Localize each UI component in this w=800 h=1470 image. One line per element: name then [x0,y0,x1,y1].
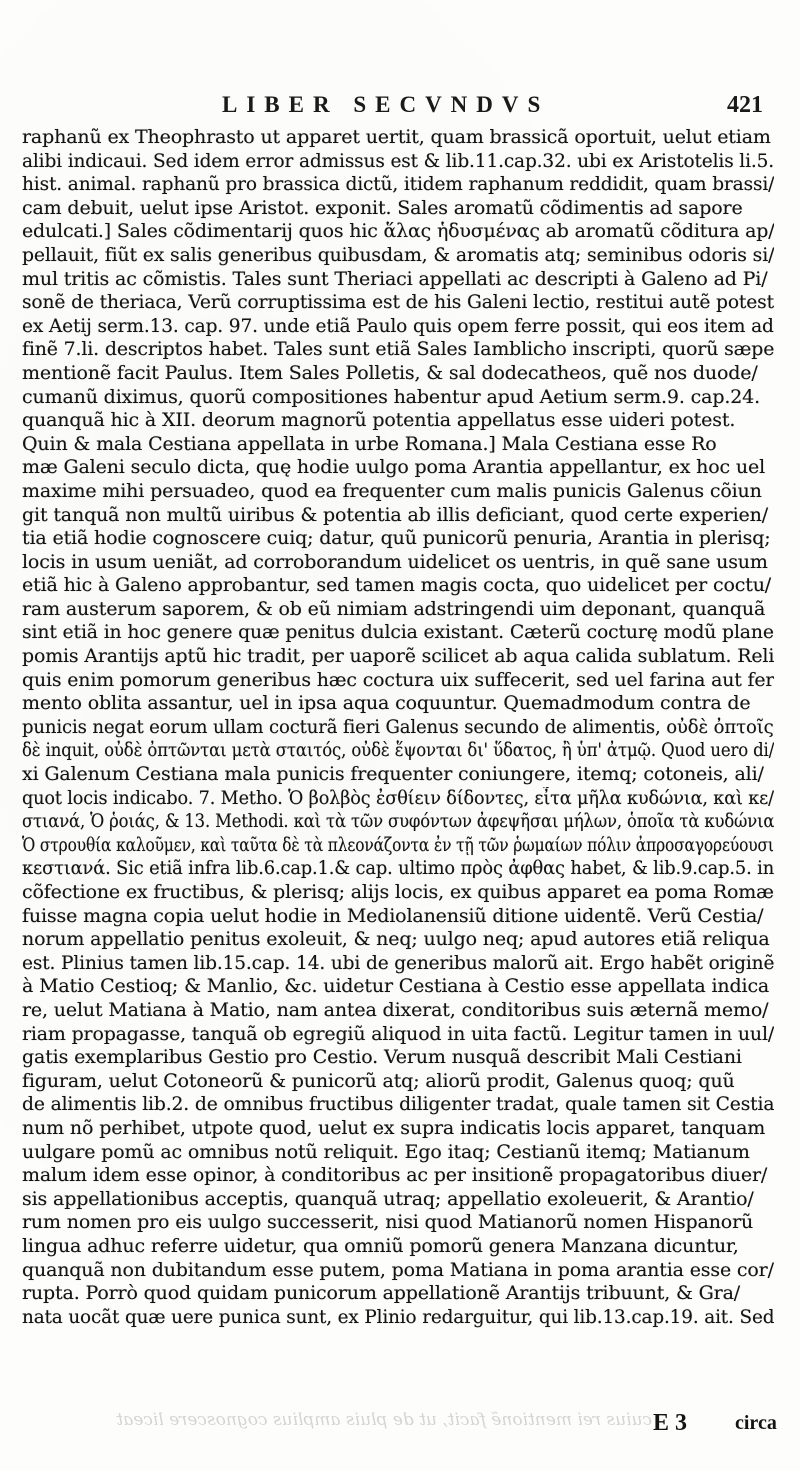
text-line: cõfectione ex fructibus, & plerisq; alijs locis, ex quibus apparet ea poma Romæ [22,881,774,903]
text-line: etiã hic à Galeno approbantur, sed tamen magis cocta, quo uidelicet per coctu/ [22,574,772,597]
text-line: cumanũ diximus, quorũ compositiones habentur apud Aetium serm.9. cap.24. [22,385,760,408]
text-line: mentionẽ facit Paulus. Item Sales Polletis, & sal dodecatheos, quẽ nos duode/ [22,361,758,384]
folio-number: 421 [727,92,763,118]
text-line: malum idem esse opinor, à conditoribus ac per insitionẽ propagatoribus diuer/ [22,1164,768,1187]
text-line: est. Plinius tamen lib.15.cap. 14. ubi de generibus malorũ ait. Ergo habẽt originẽ [22,951,774,974]
bleed-through-text: cuius rei mentionẽ facit, ut de pluis amplius cognoscere liceat [116,1410,652,1430]
text-line: cam debuit, uelut ipse Aristot. exponit. Sales aromatũ cõdimentis ad sapore [22,196,743,219]
text-line: num nõ perhibet, utpote quod, uelut ex supra indicatis locis apparet, tanquam [22,1116,766,1139]
text-line: sint etiã in hoc genere quæ penitus dulcia existant. Cæterũ cocturę modũ plane [22,621,774,644]
text-line: sonẽ de theriaca, Verũ corruptissima est de his Galeni lectio, restitui autẽ potest [22,291,774,314]
text-line: hist. animal. raphanũ pro brassica dictũ, itidem raphanum reddidit, quam brassi/ [22,173,774,196]
text-line: edulcati.] Sales cõdimentarij quos hic ἅλας ἡδυσμένας ab aromatũ cõditura ap/ [22,220,774,243]
text-line: στιανά, Ὁ ῥοιάς, & 13. Methodi. καὶ τὰ τῶν συφόντων ἀφεψῆσαι μήλων, ὁποῖα τὰ κυδώνια [22,810,774,833]
text-line: maxime mihi persuadeo, quod ea frequenter cum malis punicis Galenus cõiun [22,479,762,502]
text-line: xi Galenum Cestiana mala punicis frequenter coniungere, itemq; cotoneis, ali/ [22,763,764,786]
running-title: LIBER SECVNDVS [222,92,550,117]
text-line: pellauit, fiũt ex salis generibus quibusdam, & aromatis atq; seminibus odoris si/ [22,243,774,266]
text-line: gatis exemplaribus Gestio pro Cestio. Verum nusquã describit Mali Cestiani [22,1046,742,1069]
text-line: quanquã non dubitandum esse putem, poma Matiana in poma arantia esse cor/ [22,1258,774,1281]
catchword: circa [735,1412,777,1434]
text-line: tia etiã hodie cognoscere cuiq; datur, quũ punicorũ penuria, Arantia in plerisq; [22,527,771,550]
text-line: uulgare pomũ ac omnibus notũ reliquit. Ego itaq; Cestianũ itemq; Matianum [22,1140,750,1163]
text-line: punicis negat eorum ullam cocturã fieri Galenus secundo de alimentis, οὐδὲ ὀπτοῖς [22,715,774,738]
signature-mark: E 3 [653,1410,688,1436]
text-line: ex Aetij serm.13. cap. 97. unde etiã Paulo quis opem ferre possit, qui eos item ad [22,314,774,337]
text-line: δὲ inquit, οὐδὲ ὀπτῶνται μετὰ σταιτός, οὐδὲ ἕψονται δι' ὕδατος, ἢ ὑπ' ἀτμῷ. Quod uero di/ [22,739,774,762]
text-line: de alimentis lib.2. de omnibus fructibus diligenter tradat, quale tamen sit Cestia [22,1093,774,1116]
page-header [0,92,800,122]
text-line: Ὁ στρουθία καλοῦμεν, καὶ ταῦτα δὲ τὰ πλεονάζοντα ἐν τῇ τῶν ῥωμαίων πόλιν ἀπροσαγορεύουσι [22,833,774,856]
text-line: lingua adhuc referre uidetur, qua omniũ pomorũ genera Manzana dicuntur, [22,1234,739,1257]
text-line: quis enim pomorum generibus hæc coctura uix suffecerit, sed uel farina aut fer [22,668,774,691]
text-line: mento oblita assantur, uel in ipsa aqua coquuntur. Quemadmodum contra de [22,692,751,715]
text-line: figuram, uelut Cotoneorũ & punicorũ atq; aliorũ prodit, Galenus quoq; quũ [22,1069,735,1092]
text-line: fuisse magna copia uelut hodie in Mediolanensiũ ditione uidentẽ. Verũ Cestia/ [22,904,764,927]
text-line: Quin & mala Cestiana appellata in urbe Romana.] Mala Cestiana esse Ro [22,432,717,455]
text-line: quot locis indicabo. 7. Metho. Ὁ βολβὸς ἐσθίειν δίδοντες, εἶτα μῆλα κυδώνια, καὶ κε/ [22,786,774,809]
text-line: norum appellatio penitus exoleuit, & neq; uulgo neq; apud autores etiã reliqua [22,928,770,951]
text-line: finẽ 7.li. descriptos habet. Tales sunt etiã Sales Iamblicho inscripti, quorũ sæpe [22,338,774,361]
text-line: re, uelut Matiana à Matio, nam antea dixerat, conditoribus suis æternã memo/ [22,998,769,1021]
text-line: riam propagasse, tanquã ob egregiũ aliquod in uita factũ. Legitur tamen in uul/ [22,1022,774,1045]
text-line: pomis Arantijs aptũ hic tradit, per uaporẽ scilicet ab aqua calida sublatum. Reli [22,645,774,668]
text-line: raphanũ ex Theophrasto ut apparet uertit, quam brassicã oportuit, uelut etiam [22,126,771,148]
page-footer [0,1410,800,1440]
text-line: locis in usum ueniãt, ad corroborandum uidelicet os uentris, in quẽ sane usum [22,550,768,573]
text-line: alibi indicaui. Sed idem error admissus est & lib.11.cap.32. ubi ex Aristotelis li.5. [22,149,774,172]
text-line: à Matio Cestioq; & Manlio, &c. uidetur Cestiana à Cestio esse appellata indica [22,975,770,998]
text-line: git tanquã non multũ uiribus & potentia ab illis deficiant, quod certe experien/ [22,503,768,526]
text-line: κεστιανά. Sic etiã infra lib.6.cap.1.& cap. ultimo πρὸς ἀφθας habet, & lib.9.cap.5. in [22,857,774,880]
text-line: nata uocãt quæ uere punica sunt, ex Plinio redarguitur, qui lib.13.cap.19. ait. Sed [22,1305,774,1328]
text-line: rupta. Porrò quod quidam punicorum appellationẽ Arantijs tribuunt, & Gra/ [22,1282,741,1305]
text-line: sis appellationibus acceptis, quanquã utraq; appellatio exoleuerit, & Arantio/ [22,1187,754,1210]
text-line: mul tritis ac cõmistis. Tales sunt Theriaci appellati ac descripti à Galeno ad Pi/ [22,267,768,290]
text-line: quanquã hic à XII. deorum magnorũ potentia appellatus esse uideri potest. [22,409,736,432]
text-line: mæ Galeni seculo dicta, quę hodie uulgo poma Arantia appellantur, ex hoc uel [22,456,766,479]
text-line: ram austerum saporem, & ob eũ nimiam adstringendi uim deponant, quanquã [22,597,766,620]
text-line: rum nomen pro eis uulgo successerit, nisi quod Matianorũ nomen Hispanorũ [22,1211,754,1234]
body-text [22,126,774,1329]
